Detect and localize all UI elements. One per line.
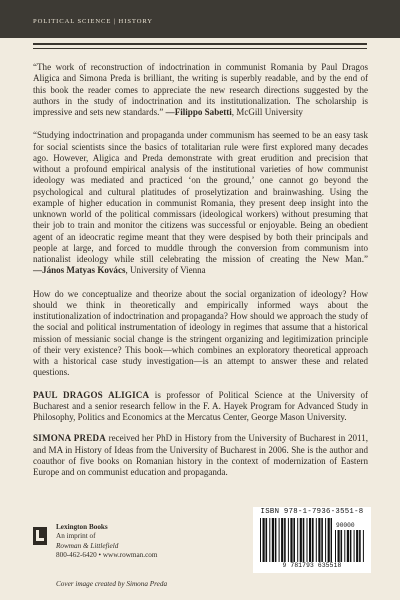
isbn-number: ISBN 978-1-7936-3551-8: [260, 508, 364, 516]
quote-attribution: [166, 107, 303, 117]
back-cover-text: [33, 62, 368, 478]
price-code: 90000: [336, 522, 355, 529]
publisher-contact: 800-462-6420 • www.rowman.com: [56, 550, 158, 559]
quote-text: “The work of reconstruction of indoctrination in communist Romania by Paul Dragos Aligica and Simona Preda is brilliant, the writing is superbly readable, and by the end of this book the reader comes to appreciate the new research directions suggested by the authors in the study of indoctrination and its institutionalization. The scholarship is impressive and sets new standards.”: [33, 62, 368, 117]
top-banner: [0, 0, 400, 38]
ean-barcode-bars: [260, 518, 332, 562]
quote-affiliation: , University of Vienna: [125, 265, 206, 276]
endorsement-quote: [33, 62, 368, 118]
author-bio: [33, 390, 368, 424]
cover-credit: Cover image created by Simona Preda: [56, 580, 168, 588]
publisher-logo-icon: [33, 527, 47, 545]
book-description: How do we conceptualize and theorize about the social organization of ideology? How should we think in theoretically and empirically informed ways about the institutionalization of indoctrination and propaganda? How should we approach the study of the social and political instrumentation of ideology in regimes that assume that a historical mission of messianic social change is the stringent organizing and legitimization principle of their very existence? This book—which combines an exploratory theoretical approach with a historical case study investigation—is an attempt to answer these and related questions.: [33, 288, 368, 378]
imprint-line: An imprint of: [56, 532, 96, 541]
category-label: POLITICAL SCIENCE | HISTORY: [33, 18, 153, 25]
quote-attribution: [33, 265, 206, 275]
top-divider: [33, 43, 367, 45]
thin-divider: [33, 48, 367, 49]
author-bio: [33, 433, 368, 478]
ean-digits: 9 781793 635518: [282, 562, 342, 569]
addon-barcode-bars: [335, 530, 365, 562]
quote-author: —Filippo Sabetti: [165, 107, 232, 117]
parent-publisher: Rowman & Littlefield: [56, 541, 119, 550]
author-bio-text: is professor of Political Science at the University of Bucharest and a senior research fellow in the F. A. Hayek Program for Advanced Study in Philosophy, Politics and Economics at the Mercatus Center, George Mason University.: [33, 389, 368, 422]
quote-text: “Studying indoctrination and propaganda under communism has seemed to be an easy task for social scientists since the basics of totalitarian rule were first explored many decades ago. However, Aligica and Preda demonstrate with great erudition and precision that without a profound empirical analysis of the institutional varieties of how communist ideology was mediated and practiced ‘on the ground,’ one cannot go beyond the psychological and cultural platitudes of proselytization and brainwashing. Using the example of higher education in communist Romania, they present deep insight into the unknown world of the political commissars (ideological workers) without presuming that their job to train and monitor the citizens was successful or enjoyable. Being an obedient agent of an ideocratic regime meant that they were despised by both their principals and people at large, and forced to muddle through the conversion from communism into nationalist ideology while still celebrating the mission of creating the New Man.”: [33, 130, 368, 264]
quote-affiliation: , McGill University: [231, 107, 303, 117]
quote-author: —János Matyas Kovács: [33, 265, 126, 276]
author-bio-text: received her PhD in History from the University of Bucharest in 2011, and MA in History of Ideas from the University of Bucharest in 2006. She is the author and coauthor of five books on Romanian history in the context of modernization of Eastern Europe and on communist education and propaganda.: [33, 433, 368, 477]
author-name: SIMONA PREDA: [33, 433, 106, 444]
endorsement-quote: [33, 130, 368, 276]
publisher-name: Lexington Books: [56, 523, 108, 531]
publisher-info: [56, 523, 157, 560]
author-name: PAUL DRAGOS ALIGICA: [33, 389, 150, 400]
